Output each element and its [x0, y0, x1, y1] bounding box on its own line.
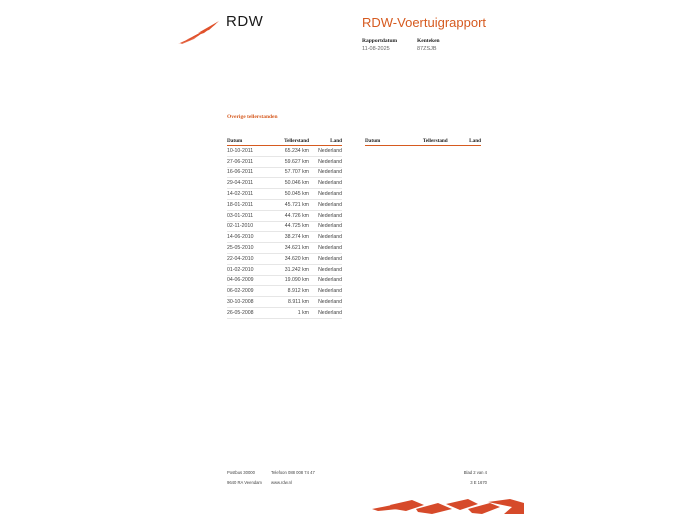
footer-line: Telefoon 088 008 74 47	[271, 470, 315, 475]
meta-report-date	[362, 38, 397, 52]
column-header-odometer: Tellerstand	[407, 136, 447, 146]
cell-date: 14-06-2010	[227, 232, 269, 243]
meta-label: Kenteken	[417, 38, 440, 44]
footer-line: Blad 2 van 4	[463, 470, 487, 475]
table-row	[227, 156, 342, 167]
footer-line: Postbus 30000	[227, 470, 255, 475]
cell-date: 27-06-2011	[227, 156, 269, 167]
odometer-table-continued	[365, 136, 481, 146]
cell-country: Nederland	[309, 307, 342, 318]
odometer-table	[227, 136, 342, 319]
cell-date: 01-02-2010	[227, 264, 269, 275]
footer-address	[227, 470, 262, 485]
table-row	[227, 275, 342, 286]
cell-date: 30-10-2008	[227, 297, 269, 308]
cell-country: Nederland	[309, 178, 342, 189]
cell-odometer: 50.046 km	[269, 178, 309, 189]
table-row	[227, 286, 342, 297]
table-row	[227, 178, 342, 189]
cell-odometer: 34.620 km	[269, 253, 309, 264]
column-header-country: Land	[309, 136, 342, 146]
cell-date: 29-04-2011	[227, 178, 269, 189]
cell-odometer: 31.242 km	[269, 264, 309, 275]
cell-date: 03-01-2011	[227, 210, 269, 221]
table-header-row	[365, 136, 481, 146]
table-row	[227, 167, 342, 178]
meta-value: 11-08-2025	[362, 46, 390, 52]
table-row	[227, 146, 342, 157]
cell-country: Nederland	[309, 297, 342, 308]
column-header-date: Datum	[227, 136, 269, 146]
meta-license-plate	[417, 38, 440, 52]
column-header-odometer: Tellerstand	[269, 136, 309, 146]
report-title: RDW-Voertuigrapport	[362, 15, 487, 30]
cell-country: Nederland	[309, 253, 342, 264]
cell-country: Nederland	[309, 199, 342, 210]
cell-odometer: 44.726 km	[269, 210, 309, 221]
cell-odometer: 1 km	[269, 307, 309, 318]
cell-country: Nederland	[309, 156, 342, 167]
cell-date: 26-05-2008	[227, 307, 269, 318]
cell-country: Nederland	[309, 167, 342, 178]
cell-country: Nederland	[309, 232, 342, 243]
cell-date: 16-06-2011	[227, 167, 269, 178]
meta-value: 87ZSJB	[417, 46, 437, 52]
cell-odometer: 8.912 km	[269, 286, 309, 297]
cell-date: 06-02-2009	[227, 286, 269, 297]
column-header-date: Datum	[365, 136, 407, 146]
cell-odometer: 44.725 km	[269, 221, 309, 232]
table-row	[227, 199, 342, 210]
cell-odometer: 59.627 km	[269, 156, 309, 167]
rdw-logo-icon	[176, 20, 220, 46]
cell-country: Nederland	[309, 146, 342, 157]
cell-odometer: 34.621 km	[269, 243, 309, 254]
table-row	[227, 264, 342, 275]
table-row	[227, 221, 342, 232]
table-row	[227, 232, 342, 243]
cell-country: Nederland	[309, 264, 342, 275]
cell-odometer: 19.090 km	[269, 275, 309, 286]
footer-contact	[271, 470, 315, 485]
cell-date: 04-06-2009	[227, 275, 269, 286]
table-row	[227, 189, 342, 200]
cell-country: Nederland	[309, 275, 342, 286]
cell-country: Nederland	[309, 210, 342, 221]
cell-date: 18-01-2011	[227, 199, 269, 210]
cell-date: 22-04-2010	[227, 253, 269, 264]
table-row	[227, 297, 342, 308]
cell-country: Nederland	[309, 221, 342, 232]
table-row	[227, 210, 342, 221]
rdw-stripes-icon	[372, 499, 524, 514]
cell-country: Nederland	[309, 189, 342, 200]
cell-date: 10-10-2011	[227, 146, 269, 157]
cell-odometer: 8.911 km	[269, 297, 309, 308]
cell-odometer: 57.707 km	[269, 167, 309, 178]
section-title: Overige tellerstanden	[227, 114, 278, 120]
cell-country: Nederland	[309, 243, 342, 254]
brand-name: RDW	[226, 13, 264, 30]
cell-date: 02-11-2010	[227, 221, 269, 232]
cell-odometer: 50.045 km	[269, 189, 309, 200]
footer-page-info	[440, 470, 487, 485]
cell-odometer: 45.721 km	[269, 199, 309, 210]
footer-line: 9640 RA Veendam	[227, 480, 262, 485]
column-header-country: Land	[448, 136, 481, 146]
footer-website-link[interactable]: www.rdw.nl	[271, 480, 292, 485]
table-row	[227, 307, 342, 318]
cell-date: 14-02-2011	[227, 189, 269, 200]
cell-country: Nederland	[309, 286, 342, 297]
cell-date: 25-05-2010	[227, 243, 269, 254]
cell-odometer: 38.274 km	[269, 232, 309, 243]
table-row	[227, 243, 342, 254]
footer-line: 3 E 1670	[470, 480, 487, 485]
table-row	[227, 253, 342, 264]
meta-label: Rapportdatum	[362, 38, 398, 44]
cell-odometer: 65.234 km	[269, 146, 309, 157]
table-header-row	[227, 136, 342, 146]
